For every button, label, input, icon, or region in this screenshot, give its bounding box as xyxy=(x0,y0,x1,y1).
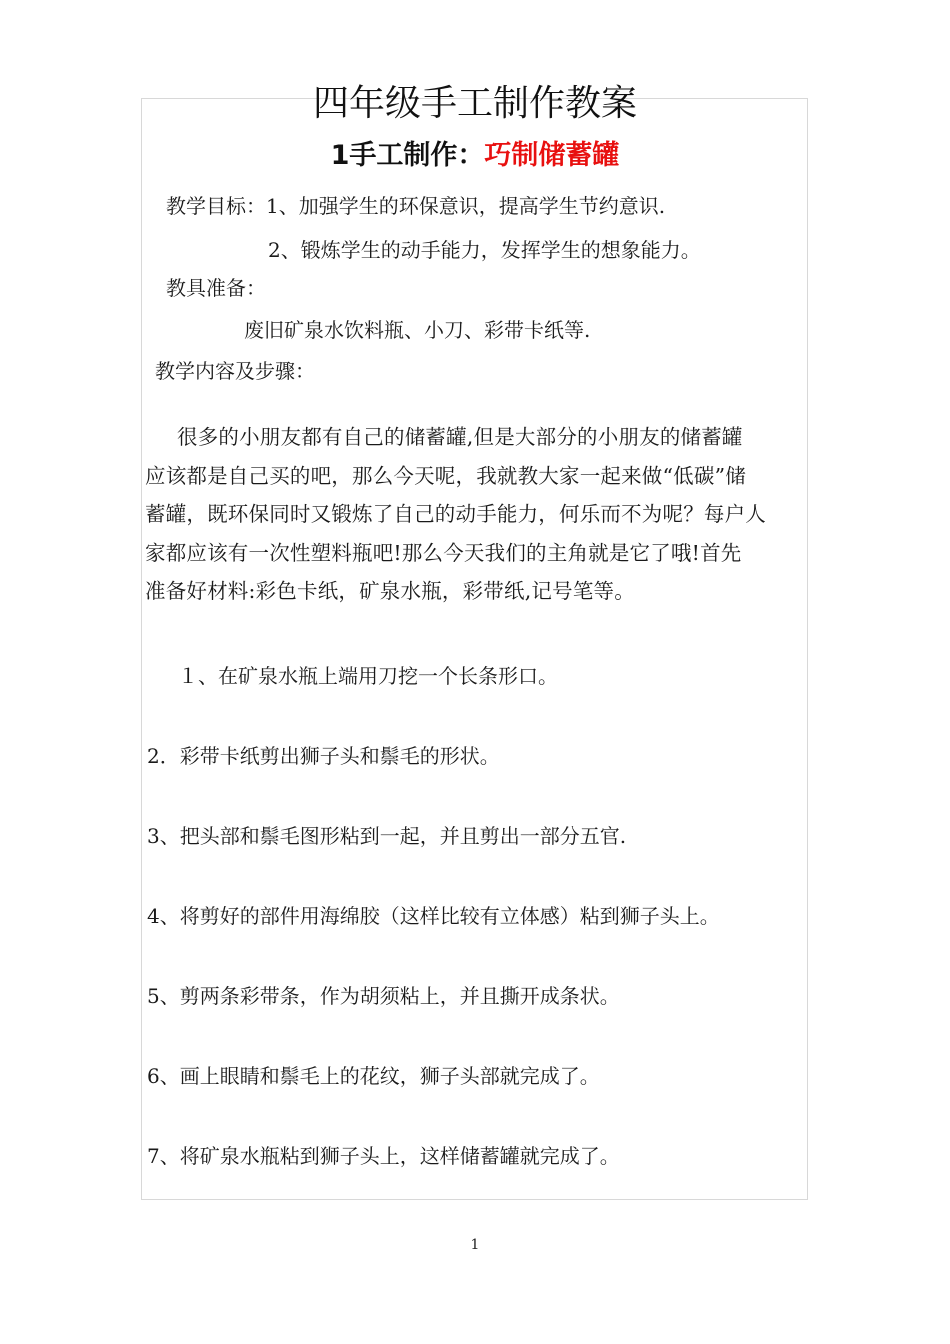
preparation-label: 教具准备： xyxy=(166,276,266,300)
objective-line-1: 教学目标：1、加强学生的环保意识，提高学生节约意识. xyxy=(166,194,666,218)
lesson-subtitle xyxy=(0,138,950,174)
intro-line: 家都应该有一次性塑料瓶吧!那么今天我们的主角就是它了哦!首先 xyxy=(145,540,742,565)
intro-paragraph xyxy=(145,418,805,611)
step-item: 7、将矿泉水瓶粘到狮子头上，这样储蓄罐就完成了。 xyxy=(147,1144,620,1168)
content-label: 教学内容及步骤： xyxy=(155,359,315,383)
step-item: 6、画上眼睛和鬃毛上的花纹，狮子头部就完成了。 xyxy=(147,1064,600,1088)
page-number: 1 xyxy=(470,1237,480,1253)
intro-line: 很多的小朋友都有自己的储蓄罐,但是大部分的小朋友的储蓄罐 xyxy=(177,425,743,449)
step-item: 4、将剪好的部件用海绵胶（这样比较有立体感）粘到狮子头上。 xyxy=(147,904,720,928)
intro-line: 应该都是自己买的吧，那么今天呢，我就教大家一起来做“低碳”储 xyxy=(145,463,746,488)
preparation-items: 废旧矿泉水饮料瓶、小刀、彩带卡纸等. xyxy=(244,318,591,342)
step-item: 3、把头部和鬃毛图形粘到一起，并且剪出一部分五官. xyxy=(147,824,627,848)
document-title: 四年级手工制作教案 xyxy=(312,83,637,124)
objective-line-2: 2、锻炼学生的动手能力，发挥学生的想象能力。 xyxy=(268,238,701,262)
subtitle-prefix: 1手工制作： xyxy=(330,140,485,171)
step-item: 5、剪两条彩带条，作为胡须粘上，并且撕开成条状。 xyxy=(147,984,620,1008)
step-item: １、在矿泉水瓶上端用刀挖一个长条形口。 xyxy=(178,664,558,688)
step-item: 2．彩带卡纸剪出狮子头和鬃毛的形状。 xyxy=(147,744,500,768)
intro-line: 准备好材料:彩色卡纸，矿泉水瓶，彩带纸,记号笔等。 xyxy=(145,579,635,603)
intro-line: 蓄罐，既环保同时又锻炼了自己的动手能力，何乐而不为呢？每户人 xyxy=(145,502,766,526)
subtitle-highlight: 巧制储蓄罐 xyxy=(484,140,620,171)
